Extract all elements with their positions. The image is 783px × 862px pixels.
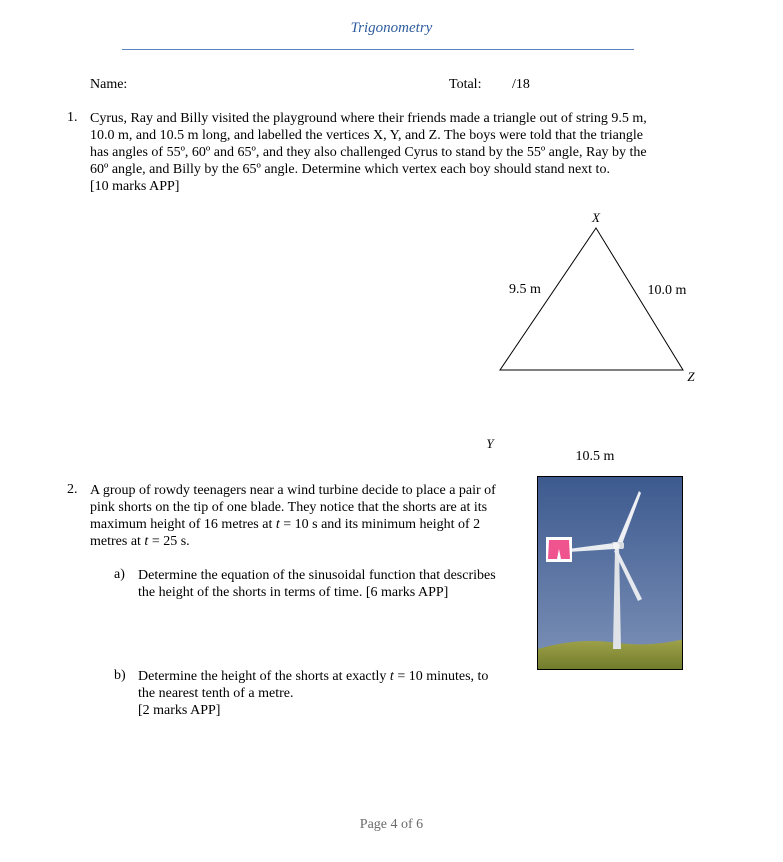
name-label: Name: — [90, 77, 128, 92]
total-label: Total: — [449, 77, 482, 92]
q2-text-fragment: maximum height of 16 metres at — [90, 517, 276, 532]
page-number: Page 4 of 6 — [359, 817, 424, 832]
q1-line: 10.0 m, and 10.5 m long, and labelled the vertices X, Y, and Z. The boys were told that the triangle — [90, 128, 643, 143]
header-rule — [122, 49, 634, 50]
q1-text — [90, 110, 690, 195]
side-yz-label: 10.5 m — [575, 449, 615, 464]
triangle-shape — [500, 228, 683, 370]
time-variable: t — [275, 517, 280, 532]
q1-line: 60º angle, and Billy by the 65º angle. Determine which vertex each boy should stand next to. — [90, 162, 610, 177]
q2-text-fragment: = 25 s. — [148, 534, 190, 549]
q2a-line: the height of the shorts in terms of time. [6 marks APP] — [138, 585, 449, 600]
q2-text-fragment: = 10 s and its minimum height of 2 — [279, 517, 481, 532]
q1-number: 1. — [67, 110, 78, 125]
turbine-hub — [613, 543, 620, 550]
q1-line: has angles of 55º, 60º and 65º, and they also challenged Cyrus to stand by the 55º angle, Ray by the — [90, 145, 647, 160]
q2-text — [90, 482, 522, 550]
q2a-line: Determine the equation of the sinusoidal function that describes — [138, 568, 496, 583]
pink-shorts-icon — [546, 537, 572, 562]
q2b-line — [138, 668, 518, 685]
wind-turbine-illustration — [538, 477, 683, 670]
q2-number: 2. — [67, 482, 78, 497]
q2b-line: the nearest tenth of a metre. — [138, 686, 294, 701]
vertex-y-label: Y — [486, 436, 494, 451]
triangle-diagram — [470, 205, 730, 475]
wind-turbine-image — [537, 476, 683, 670]
q1-line: [10 marks APP] — [90, 179, 180, 194]
side-xz-label: 10.0 m — [647, 283, 687, 298]
q1-line: Cyrus, Ray and Billy visited the playground where their friends made a triangle out of string 9.5 m, — [90, 111, 647, 126]
q2-text-fragment: metres at — [90, 534, 145, 549]
q2-line — [90, 516, 522, 533]
header-title: Trigonometry — [350, 20, 433, 36]
q2b-text — [138, 668, 518, 719]
q2b-text-fragment: Determine the height of the shorts at exactly — [138, 669, 390, 684]
vertex-z-label: Z — [687, 369, 695, 384]
vertex-x-label: X — [592, 210, 600, 225]
side-xy-label: 9.5 m — [509, 282, 541, 297]
q2-line: pink shorts on the tip of one blade. They notice that the shorts are at its — [90, 500, 488, 515]
q2-line: A group of rowdy teenagers near a wind turbine decide to place a pair of — [90, 483, 496, 498]
total-value: /18 — [512, 77, 530, 92]
q2b-text-fragment: = 10 minutes, to — [393, 669, 489, 684]
q2a-text — [138, 567, 518, 601]
time-variable: t — [389, 669, 394, 684]
q2-line — [90, 533, 522, 550]
time-variable: t — [144, 534, 149, 549]
q2a-label: a) — [114, 567, 125, 582]
sky — [538, 477, 683, 670]
q2b-label: b) — [114, 668, 126, 683]
q2b-line: [2 marks APP] — [138, 703, 221, 718]
